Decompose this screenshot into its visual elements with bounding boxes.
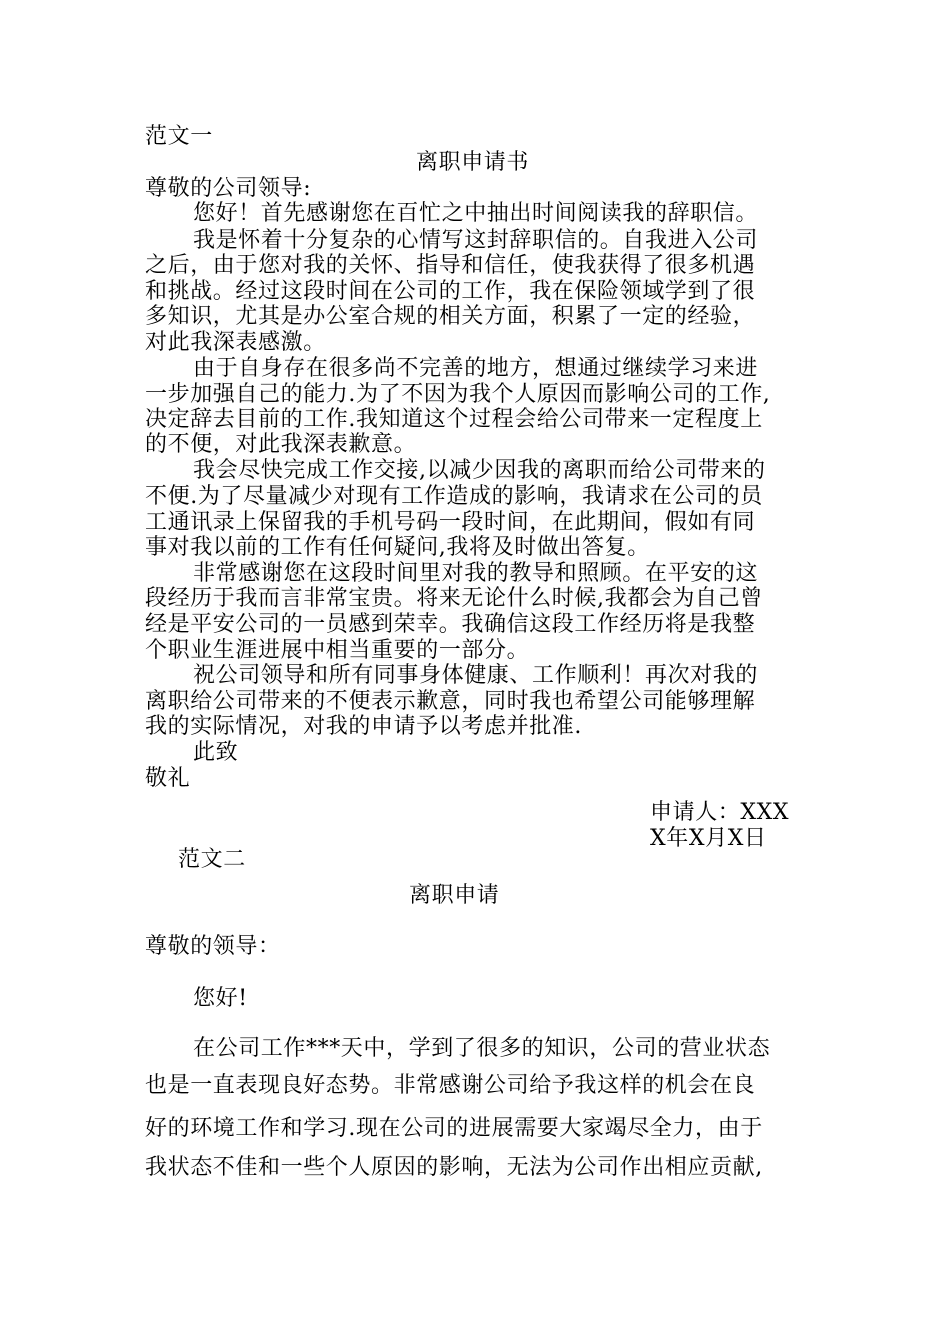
- paragraph-line: 一步加强自己的能力.为了不因为我个人原因而影响公司的工作,: [145, 382, 771, 407]
- paragraph-line: 多知识，尤其是办公室合规的相关方面，积累了一定的经验，: [145, 304, 756, 329]
- paragraph-line: 我是怀着十分复杂的心情写这封辞职信的。自我进入公司: [193, 228, 759, 253]
- sample-one-title: 离职申请书: [416, 150, 530, 175]
- paragraph-line: 我状态不佳和一些个人原因的影响，无法为公司作出相应贡献,: [145, 1155, 763, 1180]
- paragraph-line: 决定辞去目前的工作.我知道这个过程会给公司带来一定程度上: [145, 407, 763, 432]
- paragraph-line: 由于自身存在很多尚不完善的地方，想通过继续学习来进: [193, 356, 759, 381]
- paragraph-line: 我的实际情况，对我的申请予以考虑并批准.: [145, 714, 582, 739]
- paragraph-line: 好的环境工作和学习.现在公司的进展需要大家竭尽全力，由于: [145, 1116, 763, 1141]
- applicant-signature: 申请人：XXX: [650, 800, 790, 825]
- paragraph-line: 工通讯录上保留我的手机号码一段时间，在此期间，假如有同: [145, 510, 756, 535]
- paragraph-line: 的不便，对此我深表歉意。: [145, 432, 417, 457]
- paragraph-line: 我会尽快完成工作交接,以减少因我的离职而给公司带来的: [193, 458, 766, 483]
- paragraph-line: 之后，由于您对我的关怀、指导和信任，使我获得了很多机遇: [145, 253, 756, 278]
- signature-date: X年X月X日: [650, 826, 767, 851]
- paragraph-line: 您好！首先感谢您在百忙之中抽出时间阅读我的辞职信。: [193, 201, 759, 226]
- paragraph-line: 也是一直表现良好态势。非常感谢公司给予我这样的机会在良: [145, 1073, 756, 1098]
- paragraph-line: 和挑战。经过这段时间在公司的工作，我在保险领域学到了很: [145, 279, 756, 304]
- paragraph-line: 不便.为了尽量减少对现有工作造成的影响，我请求在公司的员: [145, 484, 763, 509]
- paragraph-line: 个职业生涯进展中相当重要的一部分。: [145, 638, 530, 663]
- paragraph-line: 在公司工作***天中，学到了很多的知识，公司的营业状态: [193, 1036, 771, 1061]
- sample-two-title: 离职申请: [409, 883, 500, 908]
- paragraph-line: 段经历于我而言非常宝贵。将来无论什么时候,我都会为自己曾: [145, 586, 763, 611]
- paragraph-line: 经是平安公司的一员感到荣幸。我确信这段工作经历将是我整: [145, 612, 756, 637]
- closing-line: 敬礼: [145, 766, 191, 791]
- sample-one-salutation: 尊敬的公司领导:: [145, 176, 312, 201]
- sample-two-greeting: 您好!: [193, 986, 248, 1011]
- paragraph-line: 对此我深表感激。: [145, 330, 326, 355]
- paragraph-line: 非常感谢您在这段时间里对我的教导和照顾。在平安的这: [193, 561, 759, 586]
- closing-line: 此致: [193, 740, 239, 765]
- paragraph-line: 离职给公司带来的不便表示歉意，同时我也希望公司能够理解: [145, 689, 756, 714]
- sample-two-label: 范文二: [178, 847, 246, 872]
- sample-two-salutation: 尊敬的领导：: [145, 934, 281, 959]
- sample-one-label: 范文一: [145, 124, 213, 149]
- paragraph-line: 事对我以前的工作有任何疑问,我将及时做出答复。: [145, 535, 650, 560]
- paragraph-line: 祝公司领导和所有同事身体健康、工作顺利！再次对我的: [193, 663, 759, 688]
